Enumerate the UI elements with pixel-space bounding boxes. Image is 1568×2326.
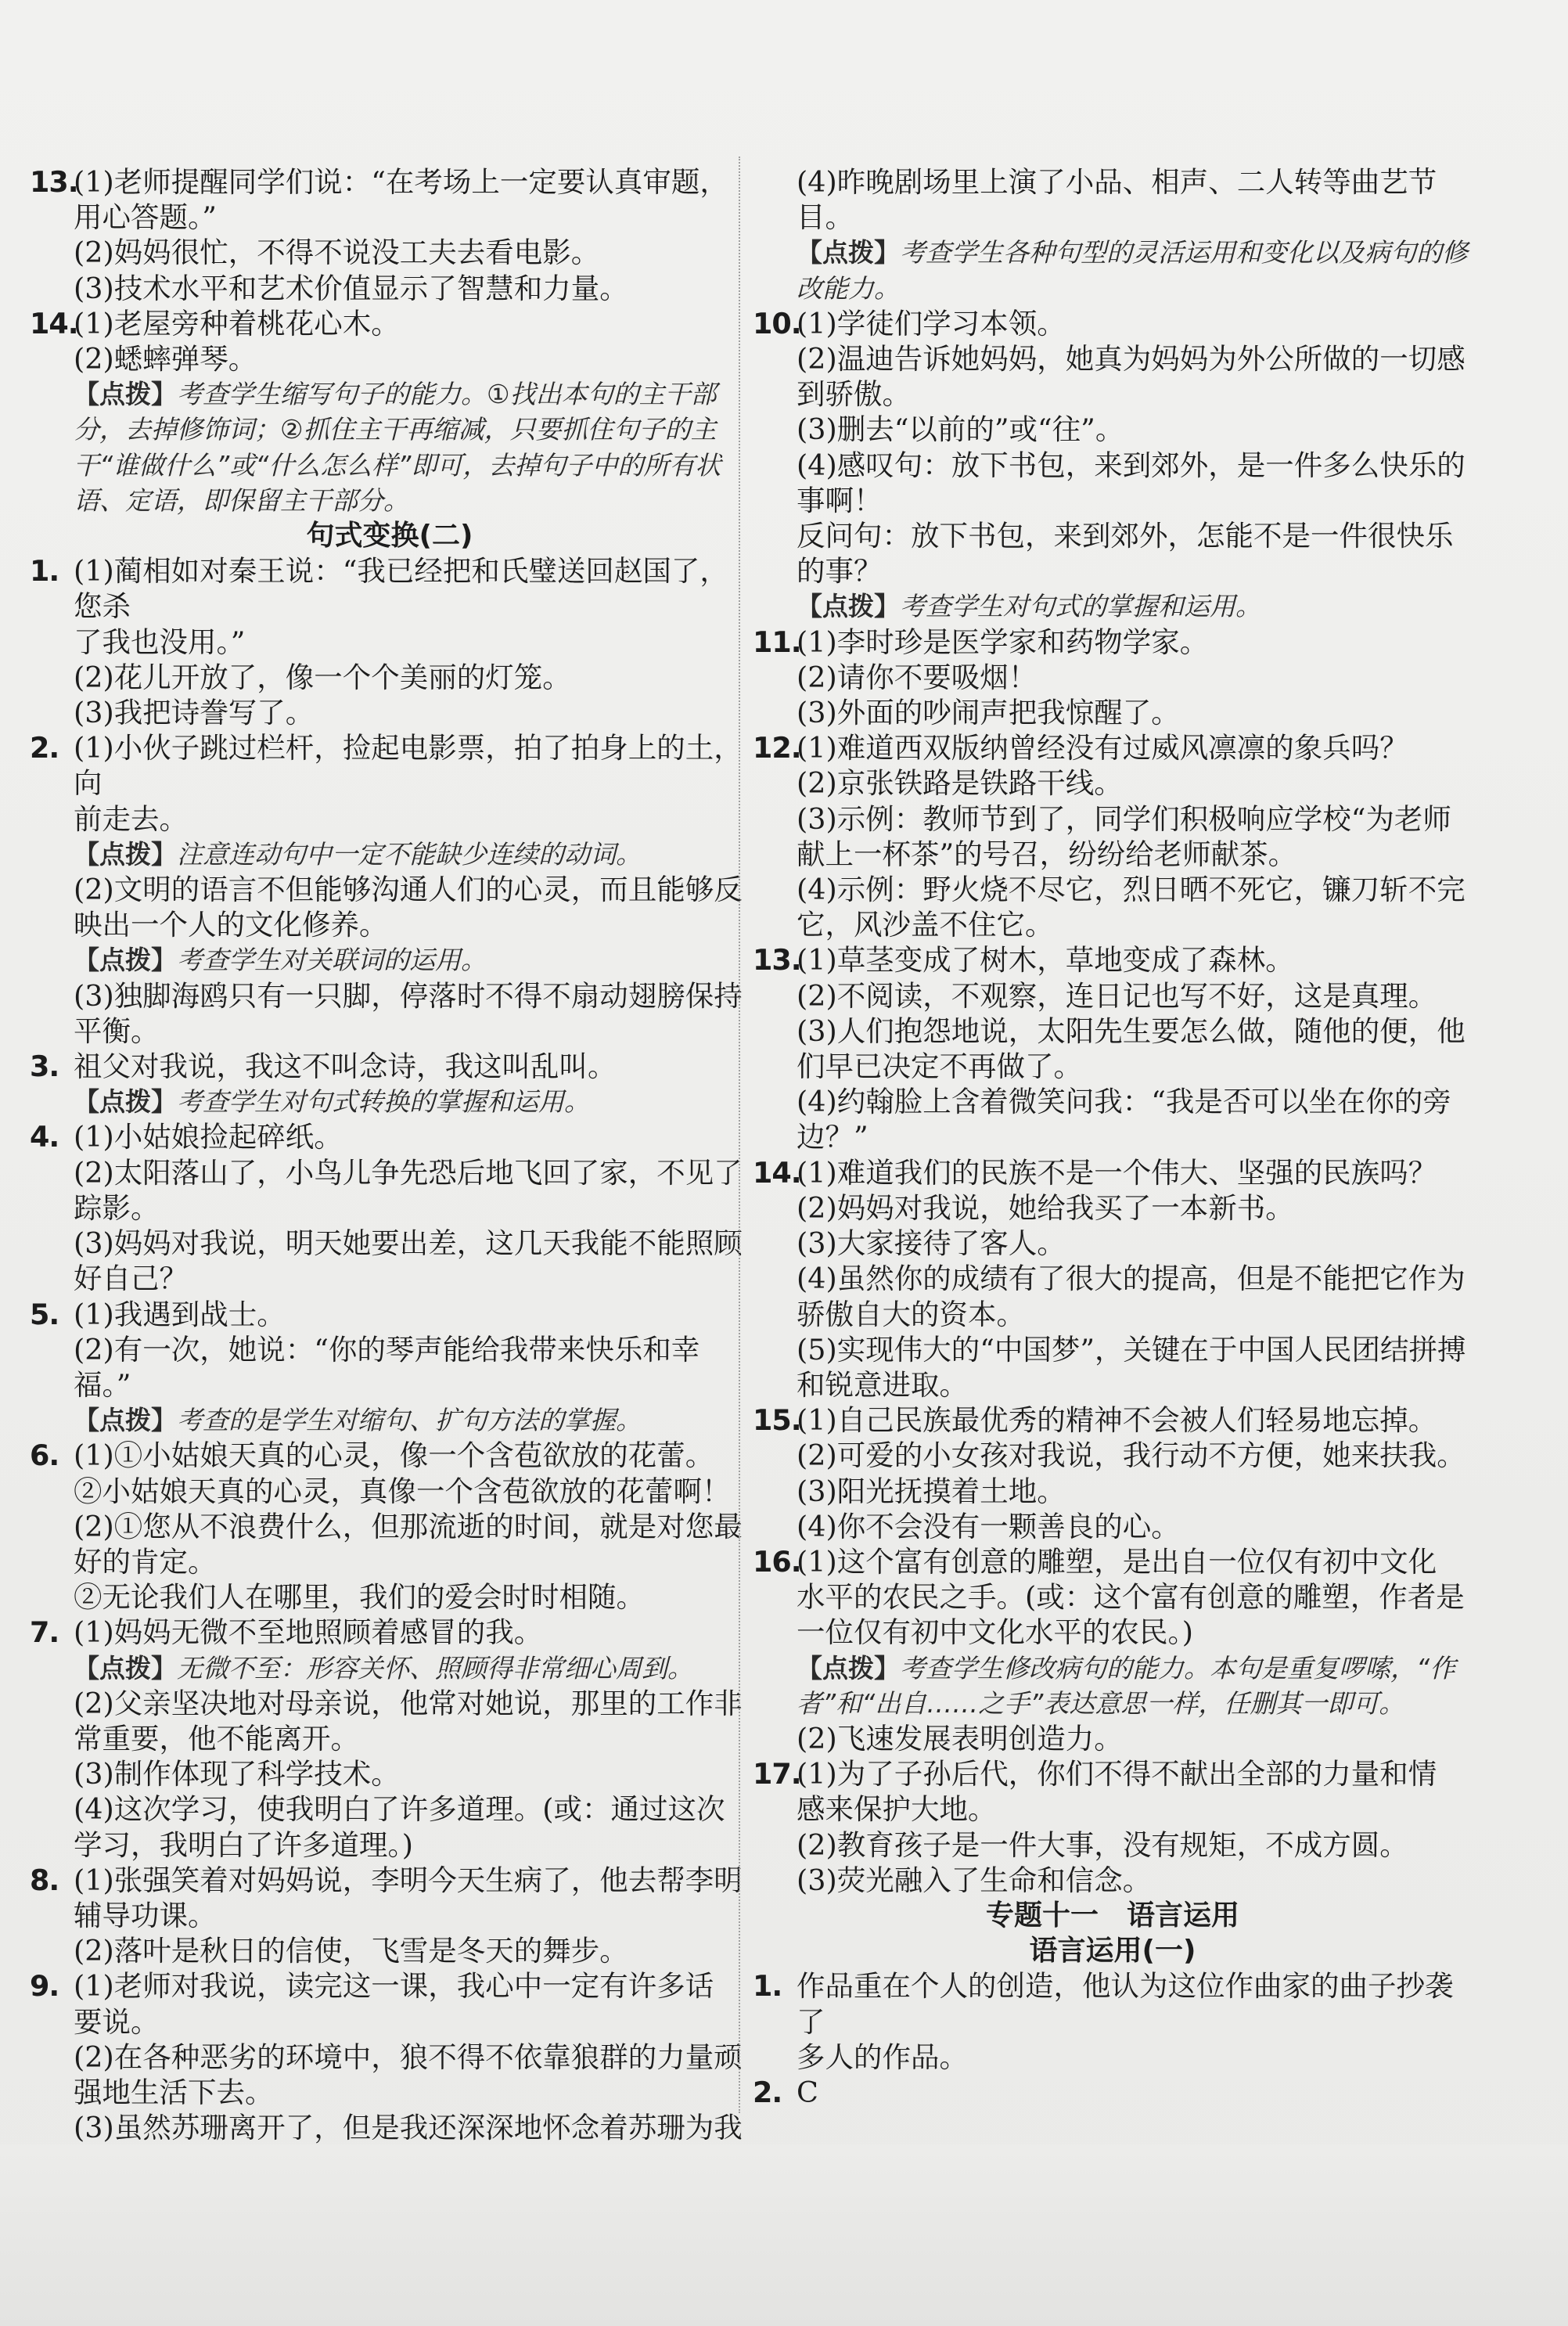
tip-label: 【点拨】 <box>797 1652 900 1683</box>
question-number: 9. <box>30 1969 59 2004</box>
answer-line: (1)小姑娘捡起碎纸。 <box>74 1120 343 1154</box>
answer-line: (4)你不会没有一颗善良的心。 <box>797 1509 1180 1543</box>
question-number: 14. <box>753 1155 801 1190</box>
answer-line: 前走去。 <box>74 801 188 836</box>
answer-line: 反问句：放下书包，来到郊外，怎能不是一件很快乐的事？ <box>797 519 1454 589</box>
question-item <box>753 1968 1473 2075</box>
page-bottom-margin <box>0 2144 1568 2326</box>
question-number: 7. <box>30 1615 59 1650</box>
question-item <box>30 1863 750 1933</box>
answer-line: 辅导功课。 <box>74 1898 217 1932</box>
answer-line: (2)有一次，她说：“你的琴声能给我带来快乐和幸福。” <box>74 1332 700 1402</box>
answer-line: (1)妈妈无微不至地照顾着感冒的我。 <box>74 1615 543 1650</box>
tip-note <box>753 1651 1473 1721</box>
question-number: 14. <box>30 306 78 340</box>
tip-note <box>753 589 1473 624</box>
answer-line: (4)感叹句：放下书包，来到郊外，是一件多么快乐的事啊！ <box>797 448 1466 517</box>
tip-text: 考查学生对句式的掌握和运用。 <box>900 591 1261 622</box>
answer-line: (2)妈妈很忙，不得不说没工夫去看电影。 <box>74 236 600 270</box>
answer-line: (1)自己民族最优秀的精神不会被人们轻易地忘掉。 <box>797 1403 1437 1438</box>
question-item <box>753 1756 1473 1827</box>
answer-line: (2)父亲坚决地对母亲说，他常对她说，那里的工作非常重要，他不能离开。 <box>74 1686 743 1755</box>
answer-line: (3)阳光抚摸着土地。 <box>797 1474 1066 1508</box>
tip-text: 考查学生各种句型的灵活运用和变化以及病句的修改能力。 <box>797 237 1468 304</box>
answer-line: (1)老屋旁种着桃花心木。 <box>74 306 400 340</box>
section-heading: 语言运用(一) <box>1029 1935 1196 1968</box>
answer-line: (1)老师提醒同学们说：“在考场上一定要认真审题， <box>74 165 728 199</box>
answer-line: (1)草茎变成了树木，草地变成了森林。 <box>797 943 1294 978</box>
answer-line: 水平的农民之手。(或：这个富有创意的雕塑，作者是 <box>797 1580 1465 1615</box>
answer-line: (2)温迪告诉她妈妈，她真为妈妈为外公所做的一切感到骄傲。 <box>797 342 1466 412</box>
answer-line: (1)老师对我说，读完这一课，我心中一定有许多话 <box>74 1969 714 2004</box>
tip-text: 无微不至：形容关怀、照顾得非常细心周到。 <box>177 1652 693 1683</box>
question-number: 1. <box>30 554 59 589</box>
tip-text: 注意连动句中一定不能缺少连续的动词。 <box>177 838 642 870</box>
question-number: 12. <box>753 731 801 765</box>
right-column <box>753 164 1473 2110</box>
question-item <box>30 1119 750 1154</box>
answer-line: 要说。 <box>74 2004 160 2039</box>
question-number: 17. <box>753 1757 801 1791</box>
tip-label: 【点拨】 <box>74 1652 177 1683</box>
tip-note <box>30 942 750 978</box>
answer-line: (1)这个富有创意的雕塑，是出自一位仅有初中文化 <box>797 1544 1437 1579</box>
question-item <box>30 1615 750 1650</box>
answer-line: 多人的作品。 <box>797 2040 968 2074</box>
answer-line: (3)我把诗誊写了。 <box>74 696 315 730</box>
question-item <box>30 306 750 341</box>
answer-line: (1)张强笑着对妈妈说，李明今天生病了，他去帮李明 <box>74 1863 743 1897</box>
answer-line: (1)难道我们的民族不是一个伟大、坚强的民族吗？ <box>797 1155 1437 1190</box>
answer-line: (1)难道西双版纳曾经没有过威风凛凛的象兵吗？ <box>797 731 1408 765</box>
tip-text: 考查学生对关联词的运用。 <box>177 945 487 976</box>
question-item <box>753 1402 1473 1438</box>
answer-line: 用心答题。” <box>74 200 217 235</box>
question-number: 1. <box>753 1969 782 2004</box>
answer-line: (3)人们抱怨地说，太阳先生要怎么做，随他的便，他们早已决定不再做了。 <box>797 1014 1466 1084</box>
question-number: 13. <box>753 943 801 978</box>
answer-line: (1)我遇到战士。 <box>74 1297 286 1331</box>
question-number: 3. <box>30 1050 59 1084</box>
tip-note <box>30 1402 750 1438</box>
question-number: 10. <box>753 306 801 340</box>
question-item <box>753 942 1473 978</box>
answer-line: (2)太阳落山了，小鸟儿争先恐后地飞回了家，不见了踪影。 <box>74 1155 743 1225</box>
tip-text: 考查的是学生对缩句、扩句方法的掌握。 <box>177 1405 642 1436</box>
question-item <box>30 553 750 660</box>
section-heading: 专题十一 语言运用 <box>985 1899 1239 1932</box>
answer-line: (1)为了子孙后代，你们不得不献出全部的力量和情 <box>797 1757 1437 1791</box>
question-number: 15. <box>753 1403 801 1438</box>
tip-note <box>30 1084 750 1119</box>
question-item <box>30 730 750 837</box>
answer-line: (3)大家接待了客人。 <box>797 1226 1066 1261</box>
question-item <box>30 1968 750 2039</box>
answer-line: (3)外面的吵闹声把我惊醒了。 <box>797 696 1180 730</box>
answer-line: (1)蔺相如对秦王说：“我已经把和氏璧送回赵国了，您杀 <box>74 554 728 624</box>
answer-line: 祖父对我说，我这不叫念诗，我这叫乱叫。 <box>74 1050 617 1084</box>
tip-label: 【点拨】 <box>74 379 177 410</box>
answer-line: 一位仅有初中文化水平的农民。) <box>797 1615 1193 1650</box>
answer-line: (3)虽然苏珊离开了，但是我还深深地怀念着苏珊为我 <box>74 2111 743 2145</box>
question-item <box>753 2075 1473 2110</box>
answer-line: (4)虽然你的成绩有了很大的提高，但是不能把它作为骄傲自大的资本。 <box>797 1262 1466 1331</box>
answer-line: (2)花儿开放了，像一个个美丽的灯笼。 <box>74 660 571 694</box>
tip-note <box>30 1651 750 1686</box>
answer-line: (2)可爱的小女孩对我说，我行动不方便，她来扶我。 <box>797 1438 1466 1473</box>
left-column <box>30 164 750 2181</box>
answer-line: (2)请你不要吸烟！ <box>797 660 1038 694</box>
question-item <box>753 625 1473 660</box>
answer-line: (2)文明的语言不但能够沟通人们的心灵，而且能够反映出一个人的文化修养。 <box>74 873 743 942</box>
question-item <box>30 1297 750 1332</box>
tip-note <box>753 235 1473 305</box>
answer-line: C <box>797 2075 818 2109</box>
question-item <box>753 306 1473 341</box>
tip-label: 【点拨】 <box>74 1086 177 1118</box>
answer-line: ②小姑娘天真的心灵，真像一个含苞欲放的花蕾啊！ <box>74 1474 731 1508</box>
question-number: 2. <box>30 731 59 765</box>
answer-line: (2)在各种恶劣的环境中，狼不得不依靠狼群的力量顽强地生活下去。 <box>74 2040 743 2109</box>
tip-text: 考查学生缩写句子的能力。①找出本句的主干部分，去掉修饰词；②抓住主干再缩减，只要抓住句子的主干“谁做什么”或“什么怎么样”即可，去掉句子中的所有状语、定语，即保留主干部分。 <box>74 379 721 516</box>
tip-label: 【点拨】 <box>74 1405 177 1436</box>
answer-line: (1)小伙子跳过栏杆，捡起电影票，拍了拍身上的土，向 <box>74 731 743 801</box>
answer-line: (4)这次学习，使我明白了许多道理。(或：通过这次学习，我明白了许多道理。) <box>74 1792 725 1862</box>
tip-label: 【点拨】 <box>74 838 177 870</box>
answer-line: (3)制作体现了科学技术。 <box>74 1757 400 1791</box>
answer-line: (2)京张铁路是铁路干线。 <box>797 766 1123 801</box>
question-number: 6. <box>30 1438 59 1473</box>
answer-line: 作品重在个人的创造，他认为这位作曲家的曲子抄袭了 <box>797 1969 1454 2039</box>
answer-line: (3)荧光融入了生命和信念。 <box>797 1863 1152 1897</box>
question-number: 13. <box>30 165 78 199</box>
tip-label: 【点拨】 <box>797 591 900 622</box>
answer-line: (4)示例：野火烧不尽它，烈日晒不死它，镰刀斩不完它，风沙盖不住它。 <box>797 873 1466 942</box>
answer-line: (2)蟋蟀弹琴。 <box>74 342 257 376</box>
section-heading: 句式变换(二) <box>306 520 473 553</box>
question-number: 2. <box>753 2075 782 2109</box>
question-number: 11. <box>753 625 801 659</box>
question-item <box>753 1155 1473 1190</box>
answer-line: (4)昨晚剧场里上演了小品、相声、二人转等曲艺节目。 <box>797 165 1437 235</box>
tip-label: 【点拨】 <box>797 237 900 268</box>
question-item <box>753 1544 1473 1651</box>
answer-line: (2)教育孩子是一件大事，没有规矩，不成方圆。 <box>797 1827 1408 1862</box>
answer-line: 了我也没用。” <box>74 625 246 659</box>
answer-line: (1)学徒们学习本领。 <box>797 306 1066 340</box>
answer-line: (2)妈妈对我说，她给我买了一本新书。 <box>797 1190 1294 1225</box>
answer-line: (4)约翰脸上含着微笑问我：“我是否可以坐在你的旁边？” <box>797 1085 1451 1154</box>
question-number: 8. <box>30 1863 59 1897</box>
question-number: 5. <box>30 1297 59 1331</box>
answer-line: (1)李时珍是医学家和药物学家。 <box>797 625 1209 659</box>
question-item <box>30 1438 750 1473</box>
column-divider <box>739 157 740 2113</box>
answer-line: (2)不阅读，不观察，连日记也写不好，这是真理。 <box>797 978 1437 1013</box>
question-item <box>30 164 750 235</box>
answer-line: (3)删去“以前的”或“往”。 <box>797 412 1124 447</box>
answer-line: (5)实现伟大的“中国梦”，关键在于中国人民团结拼搏和锐意进取。 <box>797 1332 1466 1402</box>
answer-line: (2)落叶是秋日的信使，飞雪是冬天的舞步。 <box>74 1934 628 1968</box>
answer-line: (3)技术水平和艺术价值显示了智慧和力量。 <box>74 271 628 305</box>
answer-line: (3)妈妈对我说，明天她要出差，这几天我能不能照顾好自己？ <box>74 1226 743 1296</box>
answer-line: (3)示例：教师节到了，同学们积极响应学校“为老师献上一杯茶”的号召，纷纷给老师献茶。 <box>797 801 1451 871</box>
tip-text: 考查学生对句式转换的掌握和运用。 <box>177 1086 590 1118</box>
answer-line: (1)①小姑娘天真的心灵，像一个含苞欲放的花蕾。 <box>74 1438 714 1473</box>
tip-label: 【点拨】 <box>74 945 177 976</box>
question-item <box>753 730 1473 765</box>
answer-line: (2)飞速发展表明创造力。 <box>797 1721 1123 1755</box>
tip-note <box>30 837 750 872</box>
answer-line: ②无论我们人在哪里，我们的爱会时时相随。 <box>74 1580 645 1615</box>
question-number: 4. <box>30 1120 59 1154</box>
answer-line: (2)①您从不浪费什么，但那流逝的时间，就是对您最好的肯定。 <box>74 1509 743 1579</box>
tip-note <box>30 376 750 518</box>
question-item <box>30 1049 750 1084</box>
answer-line: 感来保护大地。 <box>797 1792 997 1827</box>
answer-line: (3)独脚海鸥只有一只脚，停落时不得不扇动翅膀保持平衡。 <box>74 978 743 1048</box>
tip-text: 考查学生修改病句的能力。本句是重复啰嗦，“作者”和“出自……之手”表达意思一样，任删其一即可。 <box>797 1652 1456 1719</box>
question-number: 16. <box>753 1544 801 1579</box>
